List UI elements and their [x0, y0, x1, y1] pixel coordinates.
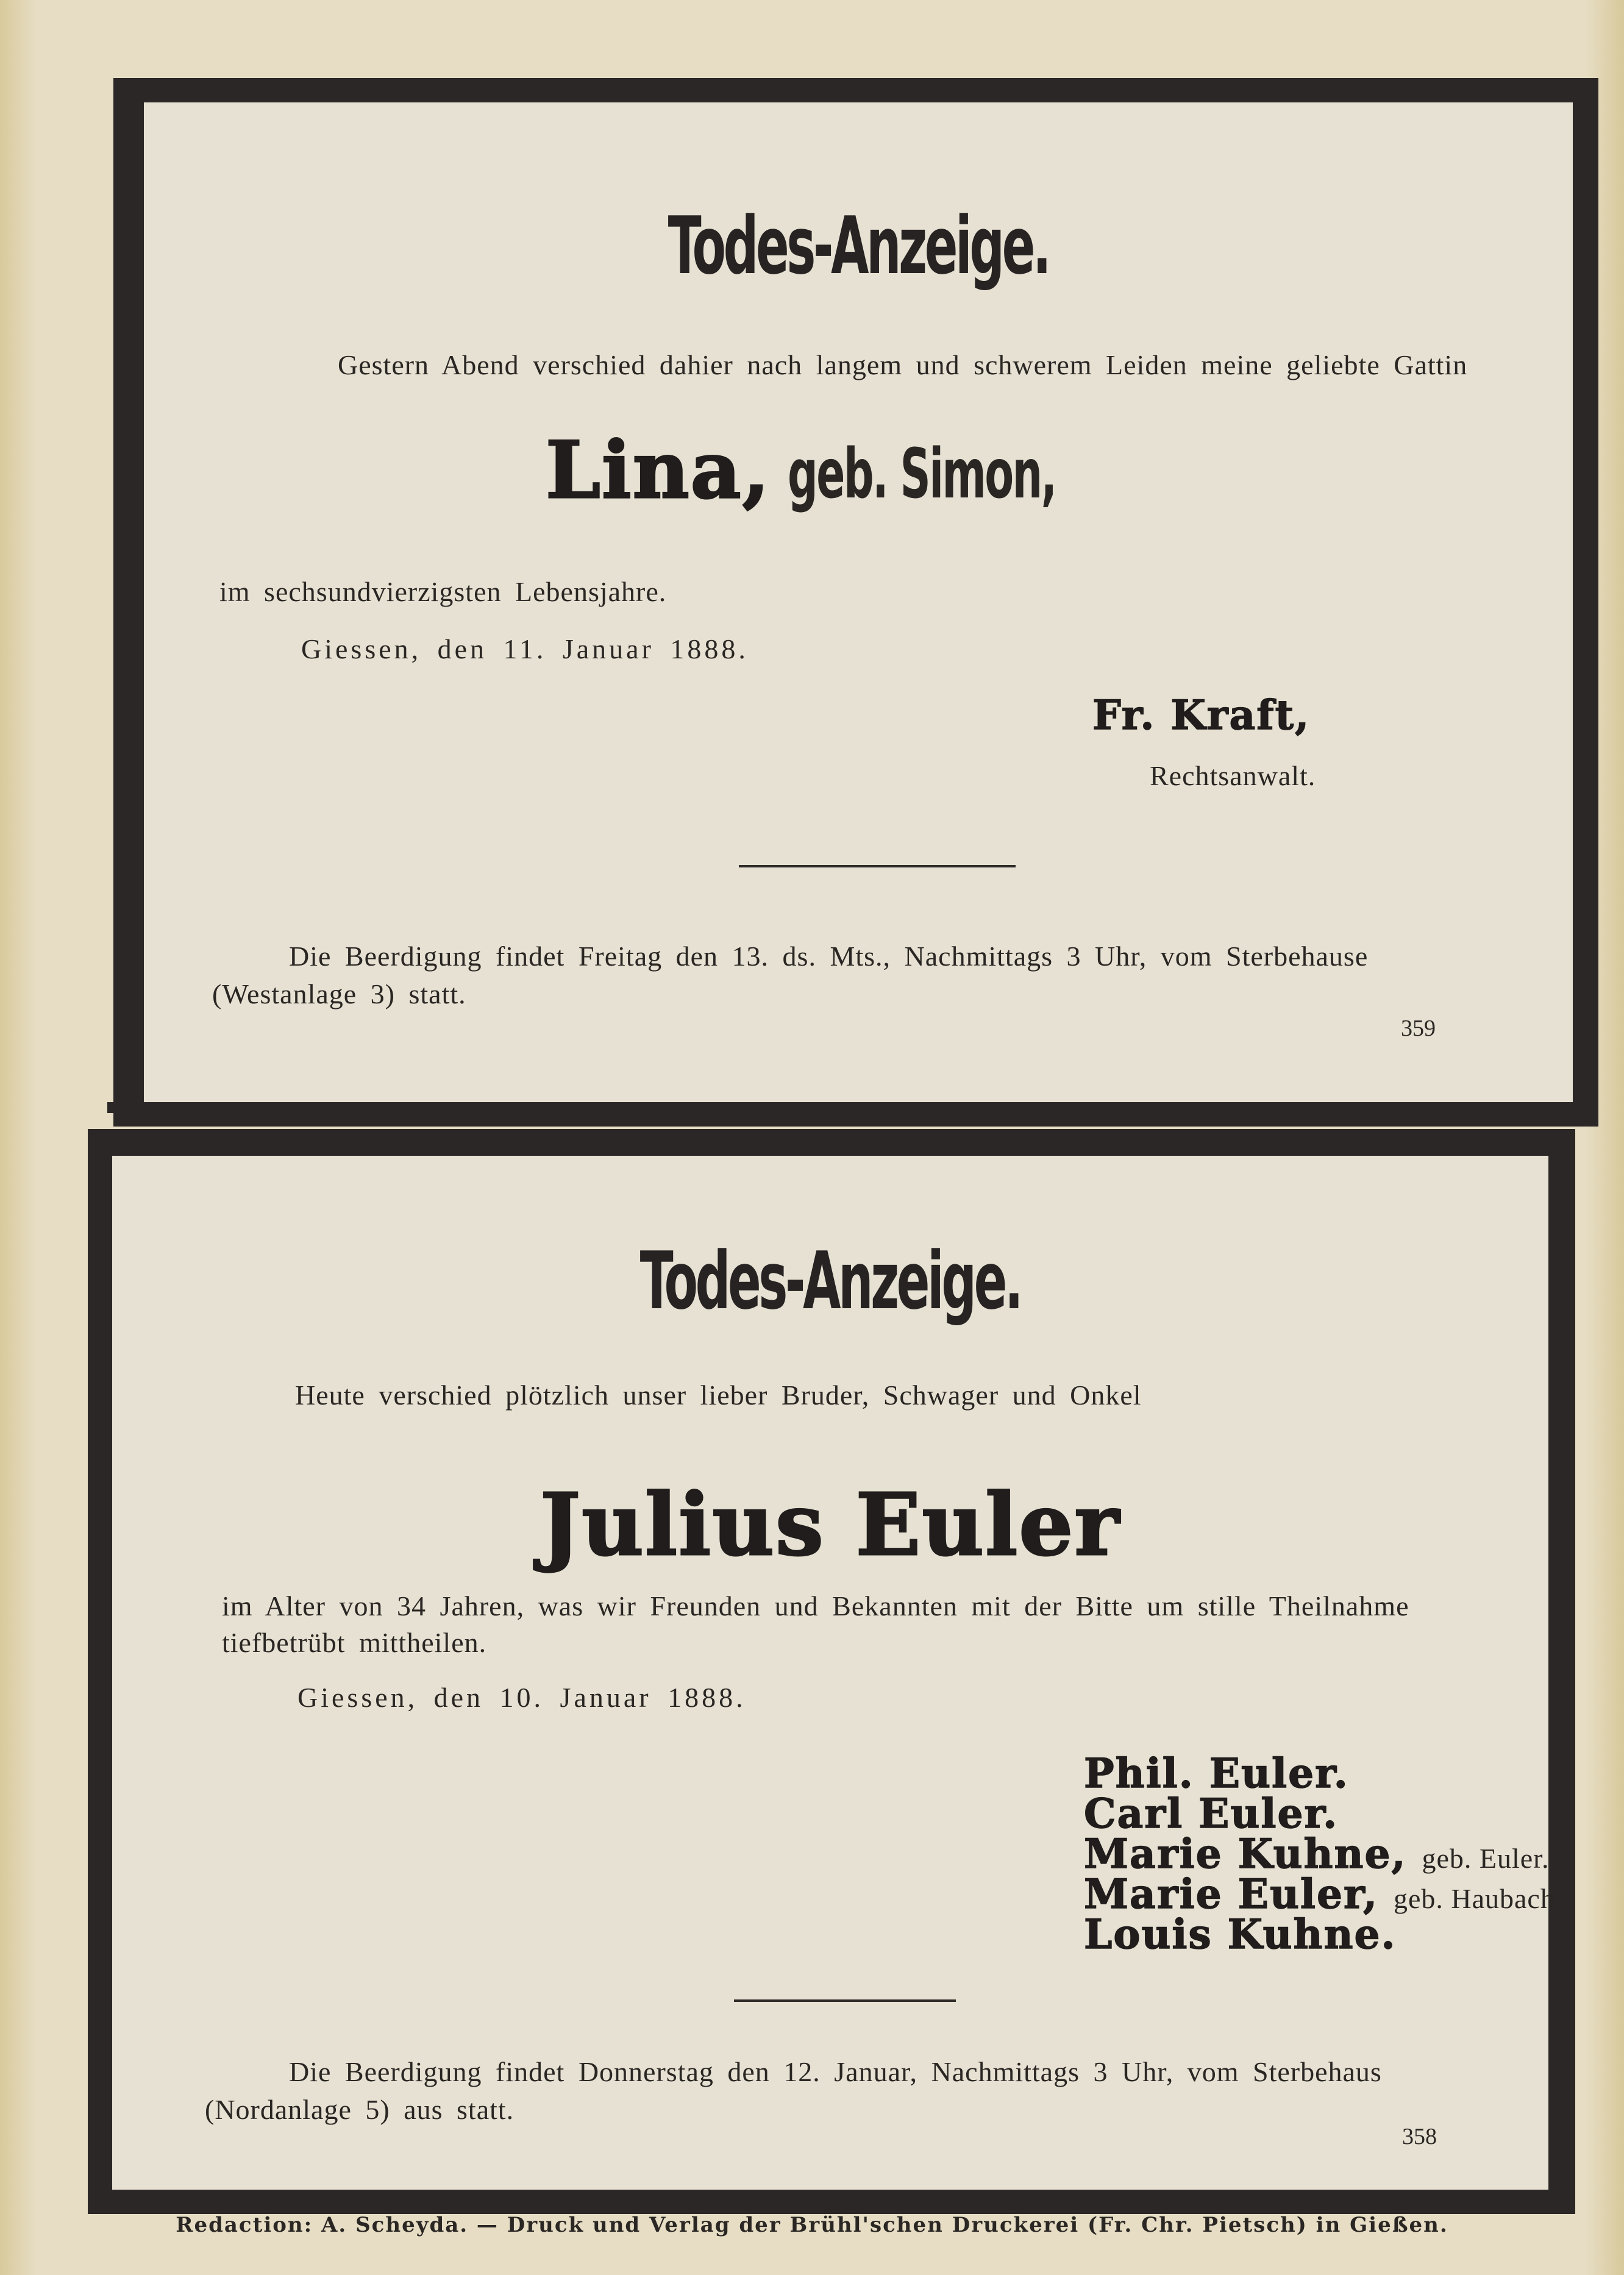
signer-name: Fr. Kraft,: [1092, 691, 1311, 739]
signer-name: Phil. Euler.: [1084, 1750, 1349, 1797]
signer-name: [1084, 1830, 1550, 1878]
deceased-maiden-name: geb. Simon,: [788, 435, 1056, 514]
deceased-name: [144, 425, 1573, 516]
notice-intro: Heute verschied plötzlich unser lieber Bruder, Schwager und Onkel: [295, 1380, 1142, 1411]
funeral-info-line-1: Die Beerdigung findet Freitag den 13. ds. Mts., Nachmittags 3 Uhr, vom Sterbehause: [289, 941, 1369, 972]
notice-intro: Gestern Abend verschied dahier nach langem und schwerem Leiden meine geliebte Gattin: [338, 349, 1468, 380]
signer-name-text: Marie Euler,: [1084, 1870, 1378, 1918]
divider-rule: [734, 1999, 956, 2002]
signer-title: Rechtsanwalt.: [1150, 760, 1316, 791]
death-notice-kraft: [113, 78, 1598, 1127]
signer-name: Carl Euler.: [1084, 1790, 1339, 1837]
imprint-footer: Redaction: A. Scheyda. — Druck und Verlag der Brühl'schen Druckerei (Fr. Chr. Pietsch) in Gießen.: [176, 2213, 1448, 2237]
funeral-info-line-2: (Nordanlage 5) aus statt.: [205, 2094, 515, 2125]
funeral-info-line-1: Die Beerdigung findet Donnerstag den 12. Januar, Nachmittags 3 Uhr, vom Sterbehaus: [289, 2056, 1382, 2087]
signer-maiden-note: geb. Euler.: [1422, 1843, 1550, 1874]
deceased-name: [112, 1475, 1548, 1575]
signer-name: [1084, 1870, 1563, 1918]
signer-name: Louis Kuhne.: [1084, 1910, 1397, 1958]
deceased-first-name: Lina,: [545, 425, 771, 516]
divider-rule: [739, 865, 1016, 867]
funeral-info-line-2: (Westanlage 3) statt.: [212, 978, 466, 1009]
signer-maiden-note: geb. Haubach.: [1393, 1883, 1563, 1914]
notice-title: Todes-Anzeige.: [668, 199, 1049, 292]
place-date: Giessen, den 10. Januar 1888.: [297, 1682, 746, 1713]
age-line-2: tiefbetrübt mittheilen.: [222, 1627, 487, 1658]
age-line: im sechsundvierzigsten Lebensjahre.: [219, 576, 667, 607]
place-date: Giessen, den 11. Januar 1888.: [301, 633, 749, 664]
notice-title: Todes-Anzeige.: [639, 1234, 1021, 1327]
signer-name-text: Marie Kuhne,: [1084, 1830, 1407, 1878]
deceased-full-name: Julius Euler: [540, 1475, 1121, 1575]
separator-band: [107, 1102, 1583, 1113]
ad-number: 358: [1402, 2124, 1437, 2149]
death-notice-euler: [88, 1129, 1575, 2214]
age-line-1: im Alter von 34 Jahren, was wir Freunden und Bekannten mit der Bitte um stille Theilnahme: [222, 1590, 1409, 1622]
ad-number: 359: [1401, 1016, 1436, 1041]
